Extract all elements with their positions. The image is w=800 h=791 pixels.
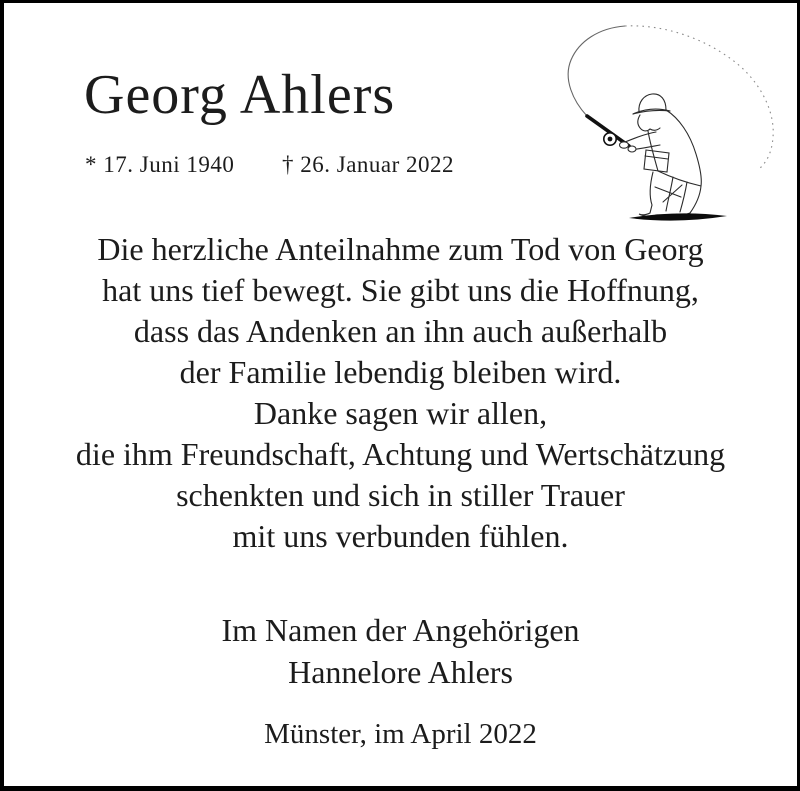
condolence-line: die ihm Freundschaft, Achtung und Wertschätzung bbox=[75, 436, 726, 472]
condolence-line: mit uns verbunden fühlen. bbox=[232, 518, 569, 554]
face-profile bbox=[638, 115, 650, 131]
death-date: † 26. Januar 2022 bbox=[282, 152, 455, 177]
condolence-text bbox=[4, 229, 797, 557]
fisherman-illustration bbox=[549, 19, 789, 229]
leg-front bbox=[650, 172, 653, 213]
condolence-line: Danke sagen wir allen, bbox=[253, 395, 548, 431]
signoff-intro: Im Namen der Angehörigen bbox=[221, 612, 580, 648]
deceased-name: Georg Ahlers bbox=[84, 64, 396, 126]
condolence-line: der Familie lebendig bleiben wird. bbox=[179, 354, 622, 390]
fishing-line-solid bbox=[568, 26, 625, 116]
hand-front bbox=[620, 142, 629, 148]
condolence-line: dass das Andenken an ihn auch außerhalb bbox=[133, 313, 668, 349]
signoff-name: Hannelore Ahlers bbox=[288, 654, 513, 690]
arm-upper bbox=[625, 132, 656, 142]
condolence-line: Die herzliche Anteilnahme zum Tod von Georg bbox=[97, 231, 704, 267]
condolence-line: schenkten und sich in stiller Trauer bbox=[176, 477, 625, 513]
signoff-block bbox=[4, 609, 797, 693]
place-date-line: Münster, im April 2022 bbox=[264, 718, 537, 750]
fishing-reel-hub bbox=[608, 137, 613, 142]
fisherman-figure bbox=[625, 94, 701, 216]
birth-date: * 17. Juni 1940 bbox=[85, 152, 235, 177]
condolence-line: hat uns tief bewegt. Sie gibt uns die Hoffnung, bbox=[102, 272, 699, 308]
leg-back bbox=[690, 186, 701, 213]
hand-back bbox=[628, 146, 636, 152]
jacket-pocket bbox=[644, 150, 669, 172]
